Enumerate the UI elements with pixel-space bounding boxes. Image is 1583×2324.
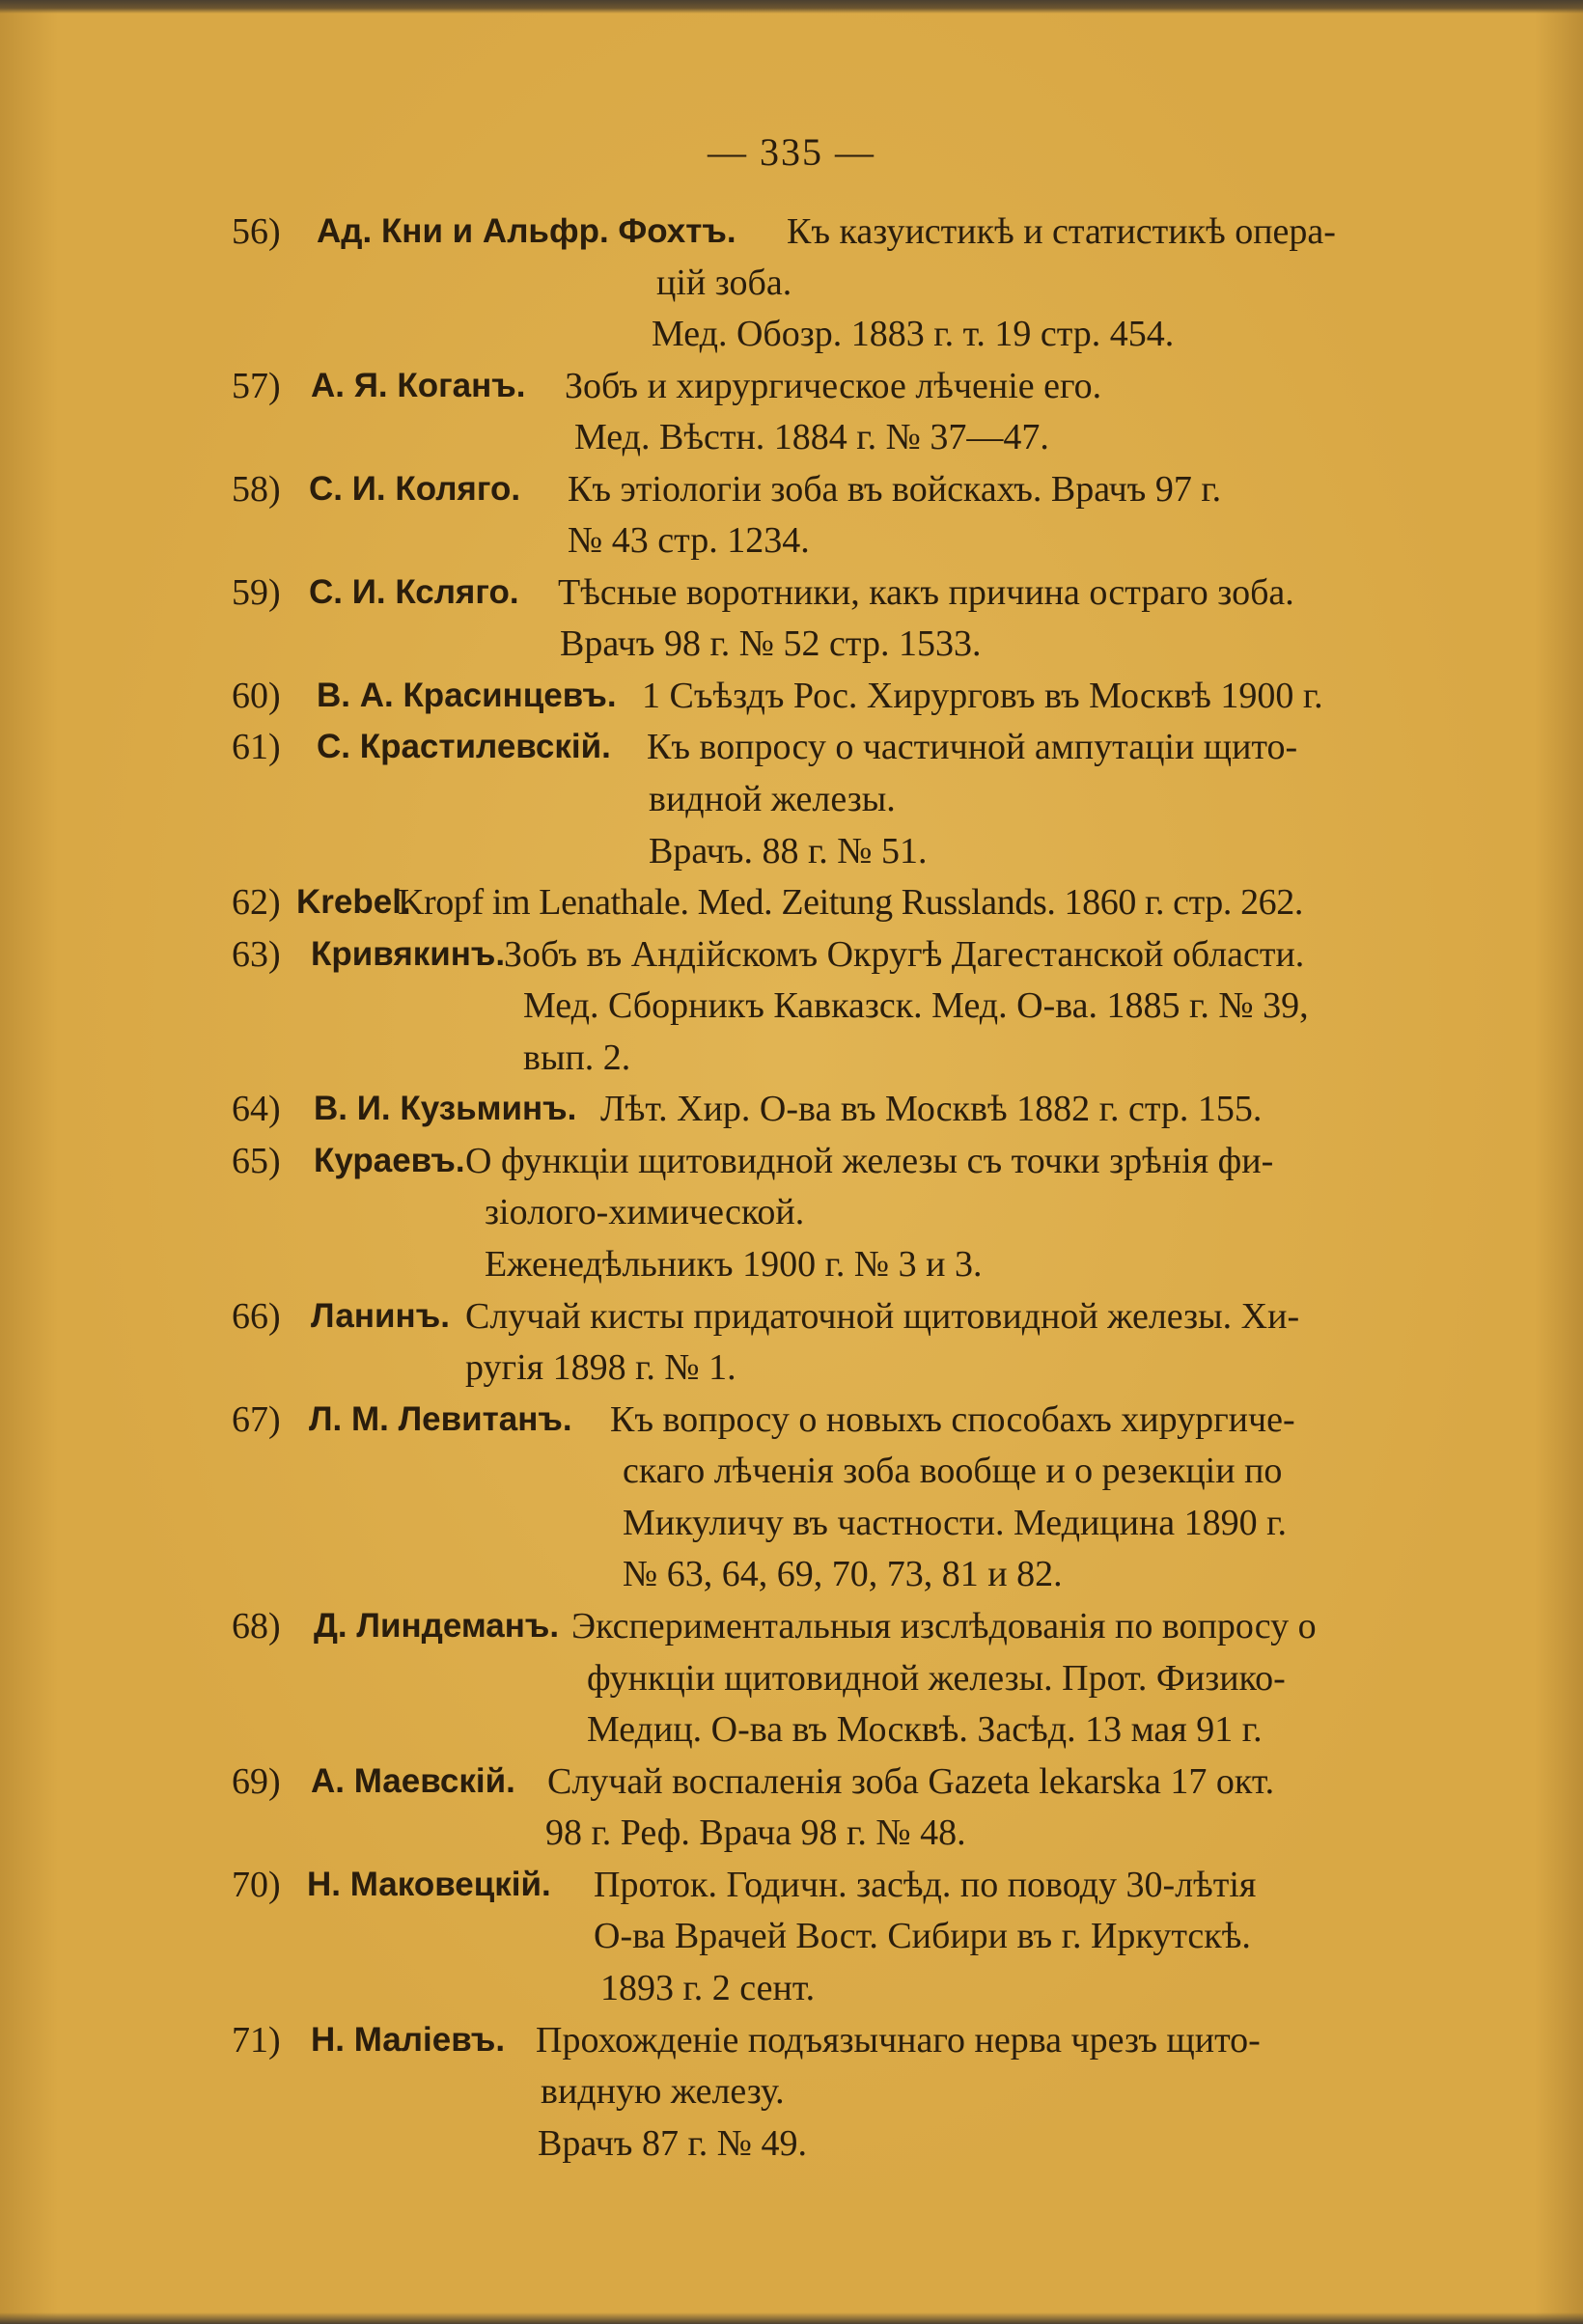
entry-line: видную железу. [541,2071,785,2112]
entry-line: Случай кисты придаточной щитовидной железы. Хи- [465,1296,1300,1337]
entry-author: В. И. Кузьминъ. [314,1090,577,1127]
entry-number: 59) [232,572,281,613]
bibliography-entry-continuation [0,1808,1583,1858]
bibliography-entry [0,1084,1583,1134]
page-bottom-edge [0,2312,1583,2324]
bibliography-entry [0,877,1583,927]
bibliography-entry-continuation [0,1187,1583,1237]
entry-line: № 43 стр. 1234. [568,520,810,561]
bibliography-entry-continuation [0,1963,1583,2013]
entry-line: Проток. Годичн. засѣд. по поводу 30-лѣтія [594,1865,1257,1905]
entry-author: С. И. Коляго. [309,470,521,508]
bibliography-entry-continuation [0,515,1583,566]
bibliography-entry-continuation [0,1342,1583,1393]
entry-number: 66) [232,1296,281,1337]
entry-author: С. И. Ксляго. [309,573,519,611]
entry-author: Кривякинъ. [311,935,506,973]
bibliography-entry-continuation [0,619,1583,669]
entry-line: Врачъ. 88 г. № 51. [649,831,928,872]
entry-line: 1893 г. 2 сент. [600,1968,816,2008]
entry-number: 57) [232,366,281,406]
entry-number: 69) [232,1761,281,1802]
bibliography-entry-continuation [0,1498,1583,1548]
bibliography-entry [0,671,1583,721]
entry-line: Къ казуистикѣ и статистикѣ опера- [787,211,1336,252]
entry-number: 62) [232,882,281,923]
entry-line: Зобъ въ Андійскомъ Округѣ Дагестанской области. [504,934,1305,975]
entry-number: 71) [232,2020,281,2061]
entry-line: 98 г. Реф. Врача 98 г. № 48. [545,1812,966,1853]
entry-number: 61) [232,727,281,767]
bibliography-entry-continuation [0,1446,1583,1496]
entry-line: функціи щитовидной железы. Прот. Физико- [587,1658,1286,1699]
entry-author: Krebel. [296,883,411,921]
entry-author: С. Крастилевскій. [317,728,611,765]
entry-line: ругія 1898 г. № 1. [465,1347,736,1388]
bibliography-entry-continuation [0,1239,1583,1289]
bibliography-entry-continuation [0,981,1583,1031]
bibliography-entry-continuation [0,1911,1583,1961]
bibliography-entry [0,1601,1583,1651]
page-top-edge [0,0,1583,14]
entry-line: Къ этіологіи зоба въ войскахъ. Врачъ 97 г. [568,469,1222,510]
entry-line: видной железы. [649,779,896,819]
entry-author: Ланинъ. [311,1297,450,1335]
entry-author: Ад. Кни и Альфр. Фохтъ. [317,212,736,250]
entry-line: цій зоба. [656,263,792,303]
entry-number: 70) [232,1865,281,1905]
bibliography-entry [0,361,1583,411]
entry-line: Микуличу въ частности. Медицина 1890 г. [623,1503,1287,1543]
entry-author: Кураевъ. [314,1142,465,1179]
bibliography-entry-continuation [0,1704,1583,1755]
bibliography-entry [0,1291,1583,1342]
entry-line: Лѣт. Хир. О-ва въ Москвѣ 1882 г. стр. 155. [600,1089,1263,1129]
bibliography-entry [0,1136,1583,1186]
bibliography-entry-continuation [0,1033,1583,1083]
bibliography-entry [0,464,1583,514]
entry-author: Д. Линдеманъ. [314,1607,560,1645]
entry-line: Мед. Вѣстн. 1884 г. № 37—47. [574,417,1049,457]
entry-line: Экспериментальныя изслѣдованія по вопросу о [571,1606,1317,1646]
bibliography-entry-continuation [0,2066,1583,2116]
entry-number: 63) [232,934,281,975]
entry-line: Медиц. О-ва въ Москвѣ. Засѣд. 13 мая 91 г. [587,1709,1263,1750]
entry-author: В. А. Красинцевъ. [317,677,617,714]
entry-line: Врачъ 98 г. № 52 стр. 1533. [560,623,982,664]
entry-number: 56) [232,211,281,252]
bibliography-entry [0,207,1583,257]
entry-line: О-ва Врачей Вост. Сибири въ г. Иркутскѣ. [594,1916,1251,1956]
bibliography-entry [0,567,1583,618]
entry-line: вып. 2. [523,1038,631,1078]
bibliography-entry-continuation [0,774,1583,824]
bibliography-entry-continuation [0,826,1583,876]
entry-line: зіолого-химической. [485,1192,805,1232]
entry-author: Н. Маліевъ. [311,2021,506,2059]
bibliography-entry-continuation [0,1549,1583,1599]
entry-line: Къ вопросу о частичной ампутаціи щито- [647,727,1298,767]
bibliography-entry [0,929,1583,980]
bibliography-entry-continuation [0,309,1583,359]
entry-line: 1 Съѣздъ Рос. Хирурговъ въ Москвѣ 1900 г. [642,676,1323,716]
entry-line: скаго лѣченія зоба вообще и о резекціи по [623,1451,1283,1491]
entry-number: 67) [232,1399,281,1440]
bibliography-entry [0,722,1583,772]
entry-line: Прохожденіе подъязычнаго нерва чрезъ щито- [536,2020,1261,2061]
entry-author: Н. Маковецкій. [307,1866,551,1903]
entry-author: А. Маевскій. [311,1762,515,1800]
bibliography-entry-continuation [0,2118,1583,2169]
bibliography-entry [0,1395,1583,1445]
entry-author: А. Я. Коганъ. [311,367,526,404]
bibliography-entry-continuation [0,412,1583,462]
entry-line: Зобъ и хирургическое лѣченіе его. [565,366,1102,406]
entry-line: Еженедѣльникъ 1900 г. № 3 и 3. [485,1244,983,1285]
entry-line: О функціи щитовидной железы съ точки зрѣнія фи- [465,1141,1274,1181]
bibliography-entry-continuation [0,258,1583,308]
bibliography-entry [0,1757,1583,1807]
bibliography-entry-continuation [0,1653,1583,1703]
entry-line: Врачъ 87 г. № 49. [538,2123,808,2164]
entry-number: 64) [232,1089,281,1129]
page-number: — 335 — [708,130,875,174]
entry-author: Л. М. Левитанъ. [309,1400,572,1438]
bibliography-entry [0,1860,1583,1910]
entry-line: Мед. Обозр. 1883 г. т. 19 стр. 454. [652,314,1175,354]
entry-line: Случай воспаленія зоба Gazeta lekarska 17 окт. [547,1761,1275,1802]
entry-line: Мед. Сборникъ Кавказск. Мед. О-ва. 1885 г. № 39, [523,985,1309,1026]
entry-line: Къ вопросу о новыхъ способахъ хирургиче- [610,1399,1295,1440]
entry-number: 68) [232,1606,281,1646]
entry-line: Тѣсные воротники, какъ причина остраго зоба. [558,572,1294,613]
bibliography-entry [0,2015,1583,2065]
entry-number: 58) [232,469,281,510]
entry-line: Kropf im Lenathale. Med. Zeitung Russlands. 1860 г. стр. 262. [398,882,1303,923]
entry-line: № 63, 64, 69, 70, 73, 81 и 82. [623,1554,1063,1594]
entry-number: 65) [232,1141,281,1181]
entry-number: 60) [232,676,281,716]
